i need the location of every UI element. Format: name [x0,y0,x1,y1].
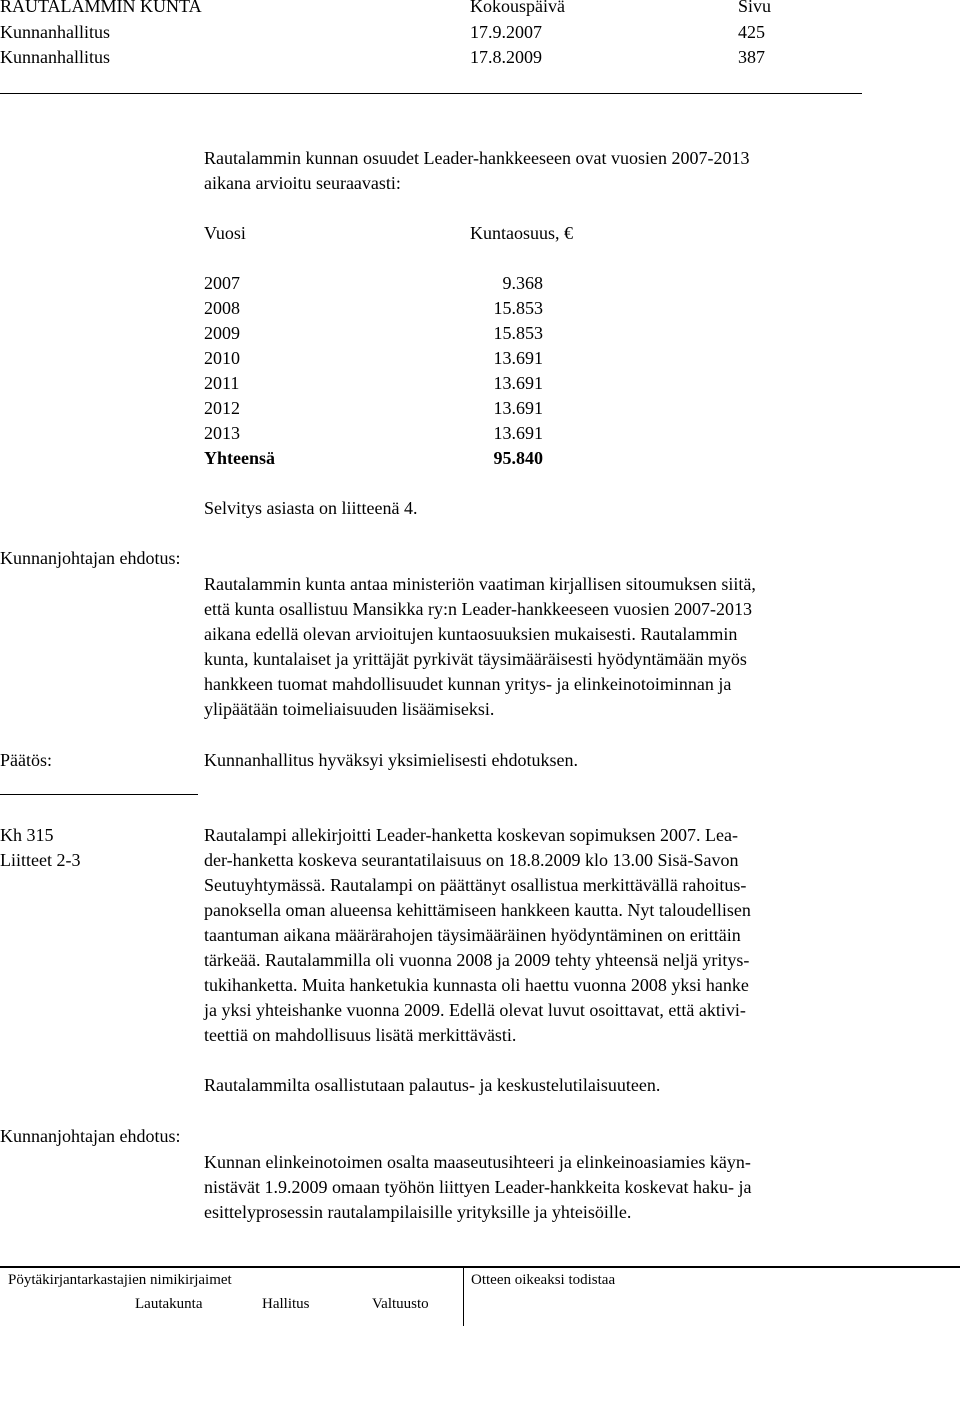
section-line: taantuman aikana määrärahojen täysimääräinen hyödyntäminen on erittäin [204,925,741,945]
decision-label: Päätös: [0,750,52,770]
footer-column-divider [463,1266,464,1326]
footer-divider [0,1266,960,1268]
header-divider [0,93,862,94]
row-amount: 15.853 [493,323,543,343]
section-line: Rautalampi allekirjoitti Leader-hanketta koskevan sopimuksen 2007. Lea- [204,825,738,845]
row-year: 2007 [204,273,240,293]
total-amount: 95.840 [493,448,543,468]
intro-line-2: aikana arvioitu seuraavasti: [204,173,401,193]
proposal-line: Rautalammin kunta antaa ministeriön vaatiman kirjallisen sitoumuksen siitä, [204,574,756,594]
row-amount: 15.853 [493,298,543,318]
footer-body: Valtuusto [372,1296,429,1312]
section-line: tärkeää. Rautalammilla oli vuonna 2008 ja 2009 tehty yhteensä neljä yritys- [204,950,750,970]
header-body-2: Kunnanhallitus [0,47,110,67]
row-amount: 13.691 [493,348,543,368]
section-line: tukihanketta. Muita hanketukia kunnasta oli haettu vuonna 2008 yksi hanke [204,975,749,995]
row-year: 2011 [204,373,240,393]
total-label: Yhteensä [204,448,275,468]
row-year: 2009 [204,323,240,343]
row-amount: 13.691 [493,398,543,418]
row-amount: 9.368 [502,273,543,293]
section-number: Kh 315 [0,825,54,845]
row-year: 2012 [204,398,240,418]
row-year: 2010 [204,348,240,368]
col-year-header: Vuosi [204,223,246,243]
proposal-line: aikana edellä olevan arvioitujen kuntaosuuksien mukaisesti. Rautalammin [204,624,738,644]
row-year: 2008 [204,298,240,318]
section-line: panoksella oman alueensa kehittämiseen hankkeen kautta. Nyt taloudellisen [204,900,751,920]
header-date-2: 17.8.2009 [470,47,542,67]
section-divider [0,794,198,795]
header-body-1: Kunnanhallitus [0,22,110,42]
proposal-line: ylipäätään toimeliaisuuden lisäämiseksi. [204,699,495,719]
footer-body: Lautakunta [135,1296,203,1312]
signatures-label: Pöytäkirjantarkastajien nimikirjaimet [8,1272,232,1288]
copy-label: Otteen oikeaksi todistaa [471,1272,616,1288]
section-attachments: Liitteet 2-3 [0,850,81,870]
organization-name: RAUTALAMMIN KUNTA [0,0,202,16]
proposal-line: nistävät 1.9.2009 omaan työhön liittyen Leader-hankkeita koskevat haku- ja [204,1177,752,1197]
header-date-1: 17.9.2007 [470,22,542,42]
col-share-header: Kuntaosuus, € [470,223,573,243]
section-line: Seutuyhtymässä. Rautalampi on päättänyt osallistua merkittävällä rahoitus- [204,875,747,895]
row-year: 2013 [204,423,240,443]
decision-text: Kunnanhallitus hyväksyi yksimielisesti ehdotuksen. [204,750,578,770]
row-amount: 13.691 [493,373,543,393]
section-line: der-hanketta koskeva seurantatilaisuus on 18.8.2009 klo 13.00 Sisä-Savon [204,850,739,870]
proposal-line: kunta, kuntalaiset ja yrittäjät pyrkivät täysimääräisesti hyödyntämään myös [204,649,747,669]
proposal-label: Kunnanjohtajan ehdotus: [0,548,181,568]
section-note: Rautalammilta osallistutaan palautus- ja keskustelutilaisuuteen. [204,1075,661,1095]
header-page-1: 425 [738,22,765,42]
footer-body: Hallitus [262,1296,310,1312]
proposal-line: että kunta osallistuu Mansikka ry:n Leader-hankkeeseen vuosien 2007-2013 [204,599,752,619]
row-amount: 13.691 [493,423,543,443]
section-line: teettiä on mahdollisuus lisätä merkittävästi. [204,1025,517,1045]
intro-line-1: Rautalammin kunnan osuudet Leader-hankkeeseen ovat vuosien 2007-2013 [204,148,750,168]
proposal-label: Kunnanjohtajan ehdotus: [0,1126,181,1146]
proposal-line: esittelyprosessin rautalampilaisille yrityksille ja yhteisöille. [204,1202,632,1222]
proposal-line: Kunnan elinkeinotoimen osalta maaseutusihteeri ja elinkeinoasiamies käyn- [204,1152,751,1172]
meeting-date-header: Kokouspäivä [470,0,565,16]
page-header: Sivu [738,0,772,16]
proposal-line: hankkeen tuomat mahdollisuudet kunnan yritys- ja elinkeinotoiminnan ja [204,674,732,694]
header-page-2: 387 [738,47,765,67]
appendix-note: Selvitys asiasta on liitteenä 4. [204,498,418,518]
section-line: ja yksi yhteishanke vuonna 2009. Edellä olevat luvut osoittavat, että aktivi- [204,1000,746,1020]
